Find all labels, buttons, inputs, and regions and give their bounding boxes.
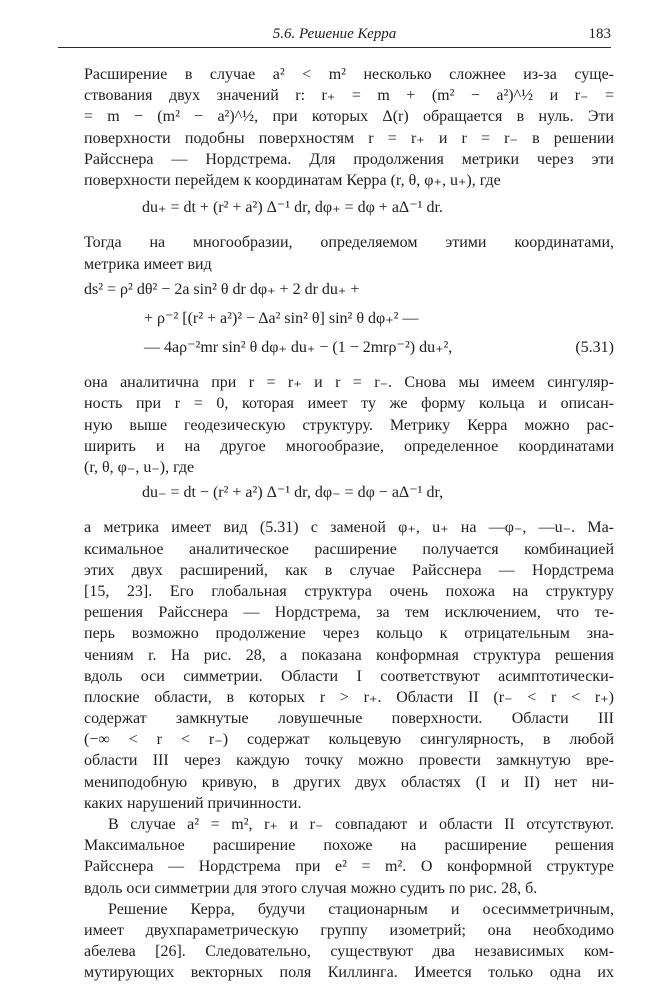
text-line: она аналитична при r = r₊ и r = r₋. Снова мы имеем сингуляр- [84,374,614,392]
text-line: поверхности подобны поверхностям r = r₊ и r = r₋ в решении [84,129,614,147]
text-line: Райсснера — Нордстрема. Для продолжения метрики через эти [84,150,614,168]
text-line: = m − (m² − a²)^½, при которых Δ(r) обращается в нуль. Эти [84,108,614,126]
text-line: абелева [26]. Следовательно, существуют два независимых ком- [84,943,614,961]
equation-number: (5.31) [575,339,614,357]
equation-line-3 [84,337,614,358]
paragraph-5 [84,814,614,899]
equation-line-1 [84,279,614,300]
text-line: этих двух расширений, как в случае Райсснера — Нордстрема [84,561,614,579]
equation-text: — 4aρ⁻²mr sin² θ dφ₊ du₊ − (1 − 2mrρ⁻²) du₊², [144,339,453,357]
text-line: поверхности перейдем к координатам Керра (r, θ, φ₊, u₊), где [84,171,501,189]
text-line: Тогда на многообразии, определяемом этими координатами, [84,234,614,252]
page-body [84,64,614,984]
text-line: содержат замкнутые ловушечные поверхности. Области III [84,710,614,728]
text-line: ксимальное аналитическое расширение получается комбинацией [84,540,614,558]
text-line: решения Райсснера — Нордстрема, за тем исключением, что те- [84,604,614,622]
text-line: метрика имеет вид [84,255,212,273]
text-line: имеет двухпараметрическую группу изометрий; она необходимо [84,921,614,939]
text-line: области III через каждую точку можно провести замкнутую вре- [84,752,614,770]
text-line: плоские области, в которых r > r₊. Области II (r₋ < r < r₊) [84,688,614,706]
equation-text: du₋ = dt − (r² + a²) Δ⁻¹ dr, dφ₋ = dφ − aΔ⁻¹ dr, [142,484,444,502]
running-head-title: 5.6. Решение Керра [272,26,397,42]
text-line: ную выше геодезическую структуру. Метрику Керра можно рас- [84,416,614,434]
text-line: [15, 23]. Его глобальная структура очень похожа на структуру [84,582,614,600]
text-line: а метрика имеет вид (5.31) с заменой φ₊, u₊ на —φ₋, —u₋. Ма- [84,519,614,537]
text-line: перь возможно продолжение через кольцо к отрицательным зна- [84,625,614,643]
text-line: В случае a² = m², r₊ и r₋ совпадают и области II отсутствуют. [108,816,614,833]
text-line: мутирующих векторных поля Киллинга. Имеется только одна их [84,964,614,982]
equation-text: ds² = ρ² dθ² − 2a sin² θ dr dφ₊ + 2 dr du₊ + [84,280,360,298]
text-line: ность при r = 0, которая имеет ту же форму кольца и описан- [84,395,614,413]
text-line: вдоль оси симметрии. Области I соответствуют асимптотически- [84,667,614,685]
paragraph-1 [84,64,614,191]
paragraph-3 [84,372,614,478]
paragraph-6 [84,899,614,984]
text-line: Райсснера — Нордстрема при e² = m². О конформной структуре [84,858,614,876]
text-line: (−∞ < r < r₋) содержат кольцевую сингулярность, в любой [84,731,614,749]
text-line: (r, θ, φ₋, u₋), где [84,459,195,476]
text-line: Максимальное расширение похоже на расширение решения [84,837,614,855]
equation-du-plus [84,197,614,218]
text-line: мениподобную кривую, в других двух областях (I и II) нет ни- [84,773,614,791]
text-line: ширить и на другое многообразие, определенное координатами [84,437,614,455]
text-line: ствования двух значений r: r₊ = m + (m² − a²)^½ и r₋ = [84,87,614,105]
equation-text: du₊ = dt + (r² + a²) Δ⁻¹ dr, dφ₊ = dφ + aΔ⁻¹ dr. [142,199,443,217]
equation-5-31 [84,279,614,359]
equation-text: + ρ⁻² [(r² + a²)² − Δa² sin² θ] sin² θ dφ₊² — [144,309,419,327]
text-line: вдоль оси симметрии для этого случая можно судить по рис. 28, б. [84,879,538,897]
equation-du-minus [84,482,614,503]
text-line: чениям r. На рис. 28, а показана конформная структура решения [84,646,614,664]
page-number: 183 [588,26,611,42]
text-line: Расширение в случае a² < m² несколько сложнее из-за суще- [84,66,614,83]
paragraph-2 [84,232,614,274]
running-head [58,26,611,46]
text-line: Решение Керра, будучи стационарным и осесимметричным, [108,900,614,918]
paragraph-4 [84,517,614,814]
header-rule [58,47,611,48]
equation-line-2 [84,308,614,329]
text-line: каких нарушений причинности. [84,794,302,812]
